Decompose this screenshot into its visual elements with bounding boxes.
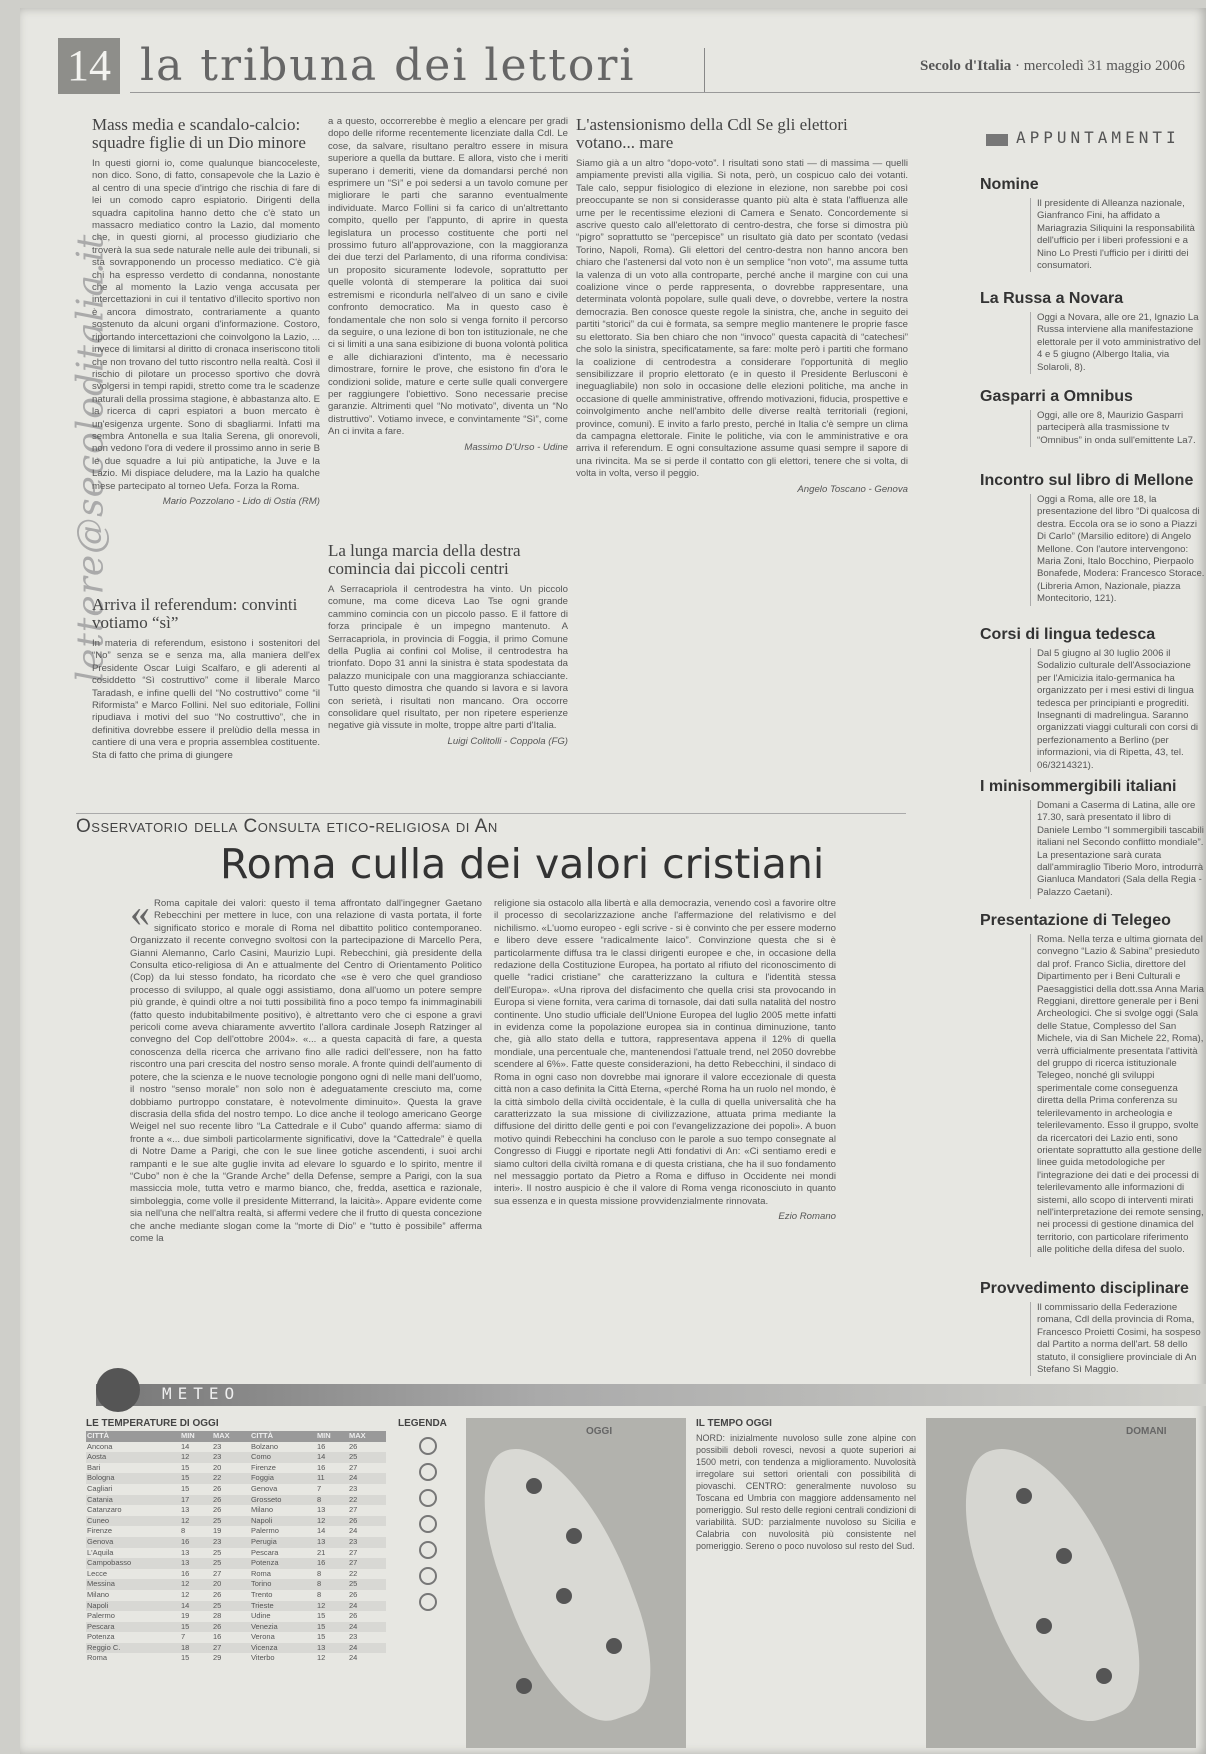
table-row bbox=[86, 1548, 386, 1559]
appuntamenti-header bbox=[980, 128, 1206, 150]
table-cell: 27 bbox=[212, 1643, 250, 1654]
table-cell: 28 bbox=[213, 1611, 222, 1621]
table-cell: 23 bbox=[212, 1537, 250, 1548]
table-row bbox=[86, 1569, 386, 1580]
section-rule bbox=[76, 813, 906, 814]
meteo-section bbox=[76, 1378, 1206, 1754]
table-cell: 15 bbox=[180, 1483, 190, 1493]
legend-title: LEGENDA bbox=[398, 1418, 447, 1429]
newspaper-page bbox=[20, 8, 1206, 1754]
table-cell: Cagliari bbox=[87, 1483, 113, 1493]
table-cell: 12 bbox=[316, 1601, 348, 1612]
table-cell: 8 bbox=[316, 1589, 322, 1599]
table-cell: Catanzaro bbox=[87, 1505, 122, 1515]
table-cell: Roma bbox=[87, 1653, 108, 1663]
table-cell: Lecce bbox=[87, 1568, 108, 1578]
table-cell: 16 bbox=[213, 1632, 222, 1642]
table-cell: 13 bbox=[180, 1547, 190, 1557]
col-header: CITTÀ bbox=[250, 1431, 316, 1442]
table-cell: 19 bbox=[213, 1526, 222, 1536]
event-tedesco bbox=[980, 626, 1206, 772]
table-cell: Vicenza bbox=[250, 1643, 316, 1654]
letter-piccoli-centri bbox=[328, 542, 568, 747]
map-label: DOMANI bbox=[1126, 1426, 1167, 1437]
table-cell: 19 bbox=[180, 1611, 190, 1621]
table-cell: Firenze bbox=[87, 1526, 113, 1536]
table-cell: 14 bbox=[180, 1601, 212, 1612]
table-cell: Firenze bbox=[250, 1462, 276, 1472]
table-cell: Potenza bbox=[87, 1632, 115, 1642]
table-cell: 22 bbox=[348, 1568, 358, 1578]
temperature-table bbox=[86, 1418, 386, 1664]
table-cell: 20 bbox=[213, 1462, 222, 1472]
col-header: MAX bbox=[348, 1431, 386, 1442]
letter-body: In questi giorni io, come qualunque biancoceleste, non dico. Sono, di fatto, consapevole che la Lazio è al centro di una specie d'intrigo che rischia di fare di lei un comodo capro espiatorio. Dirigenti della squadra capitolina hanno detto che c'è stato un massacro mediatico contro la Lazio, dal momento che, in questi giorni, al processo giudiziario che troverà la sua sede naturale nelle aule dei tribunali, si sta sovrapponendo un processo mediatico. C'è già chi ha espresso verdetto di condanna, nonostante che al momento la Lazio venga accusata per intercettazioni in cui il tentativo d'illecito sportivo non è ancora dimostrato, contrariamente a quanto sostenuto da alcuni organi d'informazione. Costoro, riportando intercettazioni che coinvolgono la Lazio, ... invece di limitarsi al diritto di cronaca inseriscono titoli che non trovano del tutto riscontro nella realtà. Così il rischio di pilotare un processo sportivo che dovrà svolgersi in tempi rapidi, stretto come tra le scadenze naturali della prossima stagione, è abbastanza alto. E la ricerca di capri espiatori a buon mercato è un'esigenza urgente. Sono di sbagliarmi. Infatti ma sembra Antonella e sua Italia Serena, gli onorevoli, non vedono l'ora di vedere il prossimo anno in serie B le due squadre a lui più antipatiche, la Juve e la Lazio. Mi dispiace deludere, ma la Lazio ha qualche mese partecipato al torneo Uefa. Forza la Roma. bbox=[92, 158, 320, 492]
event-text: Il presidente di Alleanza nazionale, Gianfranco Fini, ha affidato a Mariagrazia Siliquini la responsabilità dell'ufficio per i liberi professioni e a Nino Lo Presti l'ufficio per i diritti dei consumatori. bbox=[1030, 198, 1206, 272]
table-cell: 13 bbox=[316, 1505, 326, 1515]
feature-kicker: Osservatorio della Consulta etico-religiosa di An bbox=[76, 816, 498, 837]
event-title: Gasparri a Omnibus bbox=[980, 388, 1133, 405]
snow-icon bbox=[419, 1541, 437, 1559]
letter-body: a a questo, occorrerebbe è meglio a elencare per gradi dopo delle riforme recentemente licenziate dalla Cdl. Le cose, da salvare, risultano peraltro essere in misura superiore a quella da buttare. E allora, visto che i meriti superano i demeriti, viene da domandarsi perché non esprimere un “Sì” e poi sedersi a un tavolo comune per migliorare le parti che saranno eventualmente individuate. Marco Follini si fa carico di un'altrettanto compito, quello per l'appunto, di aprire in questa legislatura un processo costituente che porti nel prossimo futuro all'approvazione, con la maggioranza dei due terzi del Parlamento, di una riforma condivisa: un proposito sicuramente lodevole, soprattutto per quelle volontà di stemperare la politica dai suoi estremismi e ricondurla nell'alveo di un sano e civile confronto democratico. Ma in questo caso è fondamentale che non solo si venga fornito il percorso da seguire, o una lezione di bon ton istituzionale, ne che ci si limiti a una sana esibizione di buona volontà politica e alle dichiarazioni d'intento, ma è necessario dimostrare, fornire le prove, che esistono fin d'ora le condizioni solide, mature e certe sulle quali convergere per raggiungere l'obiettivo. Sono necessarie precise garanzie. Altrimenti quel “No motivato”, diventa un “No distruttivo”. Votiamo invece, e convintamente “Sì”, come An ci invita a fare. bbox=[328, 116, 568, 438]
table-row bbox=[86, 1653, 386, 1664]
table-row bbox=[86, 1590, 386, 1601]
table-cell: Bolzano bbox=[250, 1441, 279, 1451]
table-cell: 24 bbox=[348, 1643, 386, 1654]
table-cell: 13 bbox=[180, 1505, 190, 1515]
table-cell: 26 bbox=[213, 1483, 222, 1493]
letter-astensionismo bbox=[576, 116, 908, 495]
event-gasparri bbox=[980, 388, 1206, 447]
weather-icon bbox=[1056, 1548, 1072, 1564]
table-cell: 15 bbox=[180, 1622, 212, 1633]
weather-icon bbox=[1036, 1618, 1052, 1634]
table-title: LE TEMPERATURE DI OGGI bbox=[86, 1418, 219, 1429]
feature-signature: Ezio Romano bbox=[778, 1211, 836, 1223]
table-cell: Aosta bbox=[86, 1452, 180, 1463]
letter-calcio bbox=[92, 116, 320, 507]
table-cell: Reggio C. bbox=[86, 1643, 180, 1654]
table-cell: 16 bbox=[316, 1558, 348, 1569]
table-cell: 24 bbox=[348, 1653, 358, 1663]
table-cell: 26 bbox=[212, 1622, 250, 1633]
table-row bbox=[86, 1484, 386, 1495]
appuntamenti-label: APPUNTAMENTI bbox=[1016, 128, 1180, 147]
event-la-russa bbox=[980, 290, 1206, 374]
table-cell: 7 bbox=[180, 1632, 186, 1642]
table-cell: 25 bbox=[212, 1601, 250, 1612]
table-cell: 8 bbox=[180, 1526, 186, 1536]
header-rule bbox=[130, 92, 1200, 93]
table-cell: 26 bbox=[212, 1495, 250, 1506]
letter-signature: Mario Pozzolano - Lido di Ostia (RM) bbox=[162, 495, 320, 507]
table-cell: 21 bbox=[316, 1547, 326, 1557]
table-cell: Grosseto bbox=[250, 1495, 316, 1506]
feature-column-2 bbox=[494, 898, 836, 1222]
masthead-info: Secolo d'Italia · mercoledì 31 maggio 2006 bbox=[920, 58, 1185, 74]
table-cell: 29 bbox=[213, 1653, 222, 1663]
table-cell: 23 bbox=[348, 1483, 358, 1493]
table-cell: 18 bbox=[180, 1643, 212, 1654]
letter-signature: Angelo Toscano - Genova bbox=[797, 483, 908, 495]
table-cell: Verona bbox=[250, 1632, 275, 1642]
col-header: MIN bbox=[180, 1431, 212, 1442]
table-cell: Udine bbox=[250, 1611, 271, 1621]
col-header: MIN bbox=[316, 1431, 348, 1442]
weather-icon bbox=[1016, 1488, 1032, 1504]
table-cell: 23 bbox=[213, 1441, 222, 1451]
table-cell: 27 bbox=[348, 1505, 358, 1515]
table-cell: 12 bbox=[316, 1653, 326, 1663]
table-cell: 22 bbox=[348, 1495, 386, 1506]
table-cell: 27 bbox=[348, 1462, 358, 1472]
table-cell: Foggia bbox=[250, 1473, 316, 1484]
letter-signature: Massimo D'Urso - Udine bbox=[464, 441, 568, 453]
table-cell: 17 bbox=[180, 1495, 212, 1506]
issue-date: mercoledì 31 maggio 2006 bbox=[1023, 58, 1185, 74]
table-row bbox=[86, 1558, 386, 1569]
table-cell: Napoli bbox=[86, 1601, 180, 1612]
table-cell: 25 bbox=[212, 1516, 250, 1527]
table-cell: 24 bbox=[348, 1526, 358, 1536]
table-cell: 15 bbox=[180, 1462, 190, 1472]
italy-shape bbox=[940, 1425, 1161, 1742]
table-cell: 13 bbox=[180, 1558, 212, 1569]
table-cell: 25 bbox=[213, 1547, 222, 1557]
map-label: OGGI bbox=[586, 1426, 613, 1437]
event-text: Oggi a Novara, alle ore 21, Ignazio La Russa interviene alla manifestazione elettorale per il voto amministrativo del 4 e 5 giugno (Albergo Italia, via Solaroli, 8). bbox=[1030, 312, 1206, 374]
letter-referendum-continued bbox=[328, 116, 568, 453]
col-header: MAX bbox=[212, 1431, 250, 1442]
table-cell: 26 bbox=[348, 1589, 358, 1599]
table-cell: Trieste bbox=[250, 1601, 316, 1612]
col-header: CITTÀ bbox=[86, 1431, 180, 1442]
table-cell: 12 bbox=[180, 1579, 212, 1590]
table-row bbox=[86, 1537, 386, 1548]
table-row bbox=[86, 1622, 386, 1633]
header-divider bbox=[704, 48, 705, 92]
letter-title: L'astensionismo della Cdl Se gli elettori votano... mare bbox=[576, 115, 848, 152]
table-row bbox=[86, 1579, 386, 1590]
weather-icon bbox=[566, 1528, 582, 1544]
table-cell: 13 bbox=[316, 1643, 348, 1654]
table-cell: Palermo bbox=[87, 1611, 115, 1621]
table-cell: 7 bbox=[316, 1483, 322, 1493]
event-title: La Russa a Novara bbox=[980, 290, 1124, 307]
weather-icon bbox=[516, 1678, 532, 1694]
letter-title: La lunga marcia della destra comincia dai piccoli centri bbox=[328, 541, 521, 578]
table-cell: 14 bbox=[316, 1452, 348, 1463]
table-cell: 16 bbox=[316, 1462, 326, 1472]
event-title: Provvedimento disciplinare bbox=[980, 1280, 1189, 1297]
table-cell: Cuneo bbox=[86, 1516, 180, 1527]
table-cell: 24 bbox=[348, 1622, 386, 1633]
event-title: Incontro sul libro di Mellone bbox=[980, 472, 1194, 489]
weather-icon bbox=[556, 1588, 572, 1604]
event-text: Dal 5 giugno al 30 luglio 2006 il Sodalizio culturale dell'Associazione per l'Amicizia italo-germanica ha organizzato per i mesi estivi di lingua tedesca per principianti e progrediti. Insegnanti di madrelingua. Saranno organizzati viaggi culturali con corsi di perfezionamento a Berlino (per informazioni, via di Ripetta, 43, tel. 06/3214321). bbox=[1030, 648, 1206, 772]
table-cell: 23 bbox=[212, 1452, 250, 1463]
letter-body: In materia di referendum, esistono i sostenitori del “No” senza se e senza ma, alla maniera dell'ex Presidente Oscar Luigi Scalfaro, e gli aderenti al cosiddetto “Sì costruttivo” come il liberale Marco Taradash, e infine quelli del “No costruttivo” come “il Riformista” e Marco Follini. Nel suo editoriale, Follini ripudiava i motivi del suo “No costruttivo”, che in definitiva dovrebbe essere il prelùdio della messa in cantiere di una vera e propria assemblea costituente. Sta di fatto che prima di giungere bbox=[92, 638, 320, 761]
table-row bbox=[86, 1505, 386, 1516]
event-provvedimento bbox=[980, 1280, 1206, 1376]
table-cell: Ancona bbox=[87, 1441, 113, 1451]
italy-shape bbox=[460, 1426, 672, 1740]
meteo-band bbox=[96, 1384, 1206, 1406]
drop-quote-mark: « bbox=[130, 890, 150, 935]
table-cell: Potenza bbox=[250, 1558, 316, 1569]
table-cell: Venezia bbox=[250, 1622, 316, 1633]
table-cell: Perugia bbox=[250, 1537, 316, 1548]
temp-table bbox=[86, 1431, 386, 1664]
page-number: 14 bbox=[58, 38, 120, 94]
table-cell: 12 bbox=[180, 1516, 212, 1527]
event-text: Domani a Caserma di Latina, alle ore 17.30, sarà presentato il libro di Daniele Lembo “I sommergibili tascabili italiani nel Secondo conflitto mondiale”. La presentazione sarà curata dall'ammiraglio Tiberio Moro, introdurrà Gianluca Mandatori (Sala della Regia - Palazzo Caetani). bbox=[1030, 800, 1206, 899]
table-cell: 11 bbox=[316, 1473, 348, 1484]
table-cell: 26 bbox=[213, 1589, 222, 1599]
table-row bbox=[86, 1516, 386, 1527]
weather-map-tomorrow bbox=[926, 1418, 1196, 1748]
email-address: lettere@secoloditalia.it bbox=[70, 233, 112, 683]
table-cell: 27 bbox=[213, 1568, 222, 1578]
table-cell: 23 bbox=[348, 1537, 386, 1548]
table-cell: 26 bbox=[348, 1441, 358, 1451]
feature-body-1: Roma capitale dei valori: questo il tema affrontato dall'ingegner Gaetano Rebecchini per mettere in luce, con una relazione di vasta portata, il forte significato storico e morale di Roma nel dibattito politico contemporaneo. Organizzato il recente convegno svoltosi con la partecipazione di Marcello Pera, Gianni Alemanno, Carlo Casini, Maurizio Lupi. Rebecchini, già presidente della Consulta etico-religiosa di An e attualmente del Centro di Orientamento Politico (Cop) da lui stesso fondato, ha ricordato che «se è vero che quel grandioso processo di sviluppo, al quale oggi assistiamo, dona all'uomo un potere sempre più grande, è quindi oltre a noi tutti possibilità fino a poco tempo fa inimmaginabili (fatto questo indubitabilmente positivo), è altrettanto vero che ci espone a gravi pericoli come aveva chiaramente avvertito l'allora cardinale Joseph Ratzinger al convegno del Cop dell'ottobre 2004». «... a questa capacità di fare, a questa conoscenza della ricerca che arrivano fino alle radici dell'essere, non ha fatto riscontro una pari crescita del nostro senso morale. A fronte quindi dell'aumento di potere, che la scienza e le nuove tecnologie pongono ogni dì nelle mani dell'uomo, il nostro “senso morale” non solo non è adeguatamente cresciuto ma, come dobbiamo purtroppo constatare, è notevolmente diminuito». Questa la grave discrasia della sfida del nostro tempo. Lo dice anche il teologo americano George Weigel nel suo recente libro “La Cattedrale e il Cubo” quando afferma: siamo di fronte a «... due simboli particolarmente significativi, dove la “Cattedrale” è quella di Notre Dame a Parigi, che con le sue linee gotiche ascendenti, i suoi archi rampanti e le sue alte guglie invita ad elevare lo sguardo e lo spirito, mentre il “Cubo” non è che la “Grande Arche” della Defense, sempre a Parigi, con la sua massiccia mole, tutta vetro e marmo bianco, che, fredda, asettica e razionale, simboleggia, come volle il presidente Mitterrand, la laicità». Appare evidente come sia nell'una che nell'altra realtà, si affermi vedere che il frutto di questa concezione che anche mediante slogan come la “morte di Dio” e “tutto è possibile” afferma come la bbox=[130, 898, 482, 1244]
letter-title: Arriva il referendum: convinti votiamo “sì” bbox=[92, 595, 298, 632]
section-title: la tribuna dei lettori bbox=[140, 40, 636, 91]
event-minisommergibili bbox=[980, 778, 1206, 899]
table-cell: 12 bbox=[180, 1452, 212, 1463]
table-cell: L'Aquila bbox=[87, 1547, 114, 1557]
table-cell: Genova bbox=[250, 1483, 278, 1493]
table-cell: Trento bbox=[250, 1589, 273, 1599]
table-cell: 27 bbox=[348, 1547, 358, 1557]
forecast bbox=[696, 1418, 916, 1552]
table-cell: Pescara bbox=[86, 1622, 180, 1633]
table-cell: 15 bbox=[316, 1622, 348, 1633]
sun-icon bbox=[419, 1437, 437, 1455]
table-cell: 15 bbox=[180, 1473, 212, 1484]
table-cell: 16 bbox=[180, 1568, 190, 1578]
letter-body: A Serracapriola il centrodestra ha vinto. Un piccolo comune, ma come diceva Lao Tse ogni grande cammino comincia con un piccolo passo. E il fattore di forza principale è un impegno mantenuto. A Serracapriola, in provincia di Foggia, il primo Comune della Puglia ai confini col Molise, il centrodestra ha trionfato. Dopo 31 anni la sinistra è stata spodestata da palazzo municipale con una maggioranza schiacciante. Tutto questo dimostra che quando si lavora e si lavora con serietà, i risultati non mancano. Ora occorre consolidare quel risultato, per non ripetere esperienze negative già vissute in molte, troppe altre parti d'Italia. bbox=[328, 584, 568, 732]
table-row bbox=[86, 1601, 386, 1612]
rain-icon bbox=[419, 1489, 437, 1507]
event-nomine bbox=[980, 176, 1206, 272]
table-cell: Bologna bbox=[86, 1473, 180, 1484]
table-row bbox=[86, 1611, 386, 1622]
event-title: Presentazione di Telegeo bbox=[980, 912, 1171, 929]
table-cell: Roma bbox=[250, 1568, 271, 1578]
feature-column-1 bbox=[130, 890, 482, 1245]
feature-title: Roma culla dei valori cristiani bbox=[220, 840, 825, 888]
fog-icon bbox=[419, 1567, 437, 1585]
table-cell: 24 bbox=[348, 1601, 386, 1612]
event-title: Nomine bbox=[980, 176, 1039, 193]
table-cell: Pescara bbox=[250, 1547, 279, 1557]
table-cell: 27 bbox=[348, 1558, 386, 1569]
table-cell: Bari bbox=[87, 1462, 101, 1472]
newspaper-name: Secolo d'Italia bbox=[920, 58, 1012, 74]
weather-icon bbox=[606, 1638, 622, 1654]
table-cell: 22 bbox=[212, 1473, 250, 1484]
table-cell: Torino bbox=[250, 1579, 316, 1590]
table-cell: 26 bbox=[213, 1505, 222, 1515]
table-cell: Viterbo bbox=[250, 1653, 275, 1663]
table-cell: 12 bbox=[180, 1589, 190, 1599]
table-cell: Genova bbox=[86, 1537, 180, 1548]
sun-icon bbox=[96, 1368, 140, 1412]
letter-body: Siamo già a un altro “dopo-voto”. I risultati sono stati — di massima — quelli ampiamente previsti alla vigilia. Si nota, però, un cospicuo calo dei votanti. Tale calo, seppur fisiologico di elezione in elezione, non sarebbe poi così preoccupante se non si considerasse quanto più alta è stata l'affluenza alle urne per le recentissime elezioni di Camera e Senato. Concordemente si ascrive questo calo all'elettorato di centro-destra, che forse si dimostra più “pigro” soprattutto se “percepisce” un risultato già dato per scontato (vedasi Torino, Napoli, Roma). Gli elettori del centro-destra non hanno ancora ben chiaro che l'astenersi dal voto non è un semplice “non voto”, ma assume tutta la valenza di un voto alla controparte, perché anche il margine con cui una coalizione vince o perde rappresenta, o dovrebbe rappresentare, una determinata volontà popolare, sulle quali deve, o dovrebbe, vertere la nostra democrazia. Ben conosce queste regole la sinistra, che, anche in seguito dei partiti “storici” da cui è formata, sa sempre meglio mantenere le proprie fasce su elettorato. Sia ben chiaro che non “invoco” questa capacità di “catechesi” che solo la sinistra, specificatamente, sa fare: molte però i partiti che formano la coalizione di centrodestra a considerare l'opportunità di meglio sensibilizzare il proprio elettorato (e in questo il Presidente Berlusconi è ineguagliabile) non solo in occasione delle elezioni politiche, ma anche in occasione di quelle amministrative, offrendo motivazioni, fiducia, prospettive e coinvolgimento anche nell'ambito delle diverse realtà territoriali (regioni, province, comuni). E invito a farlo presto, perché in Italia c'è sempre un clima da campagna elettorale. Finite le politiche, via con le amministrative e ora arriva il referendum. E ogni consultazione assume quasi sempre il sapore di una rivincita. Ma se si perde il contatto con gli elettori, tenere che si volta, di volta in volta, verso il peggio. bbox=[576, 158, 908, 480]
meteo-label: METEO bbox=[162, 1384, 241, 1403]
event-text: Oggi a Roma, alle ore 18, la presentazione del libro “Di qualcosa di destra. Eccola ora se io sono a Piazzi Di Carlo” (Marsilio editore) di Angelo Mellone. Con l'autore intervengono: Maria Zoni, Italo Bocchino, Pierpaolo Bonafede, Modera: Francesco Storace. (Libreria Amon, Nazionale, piazza Montecitorio, 121). bbox=[1030, 494, 1206, 606]
weather-icon bbox=[526, 1478, 542, 1494]
table-row bbox=[86, 1473, 386, 1484]
table-cell: Milano bbox=[87, 1589, 110, 1599]
table-cell: Messina bbox=[86, 1579, 180, 1590]
table-row bbox=[86, 1442, 386, 1453]
table-cell: 8 bbox=[316, 1495, 348, 1506]
table-cell: 15 bbox=[180, 1653, 190, 1663]
table-row bbox=[86, 1495, 386, 1506]
table-cell: 23 bbox=[348, 1632, 358, 1642]
table-row bbox=[86, 1463, 386, 1474]
table-cell: 26 bbox=[348, 1611, 358, 1621]
wind-icon bbox=[419, 1593, 437, 1611]
event-text: Il commissario della Federazione romana, Cdl della provincia di Roma, Francesco Proietti Cosimi, ha sospeso dal Partito a norma dell'art. 58 dello statuto, il consigliere provinciale di An Stefano Sì Maggio. bbox=[1030, 1302, 1206, 1376]
event-mellone bbox=[980, 472, 1206, 606]
cloud-icon bbox=[419, 1463, 437, 1481]
event-text: Oggi, alle ore 8, Maurizio Gasparri parteciperà alla trasmissione tv “Omnibus” in onda sull'emittente La7. bbox=[1030, 410, 1206, 447]
table-cell: 26 bbox=[348, 1516, 386, 1527]
square-icon bbox=[986, 134, 1008, 146]
table-cell: 8 bbox=[316, 1568, 322, 1578]
table-cell: 16 bbox=[180, 1537, 212, 1548]
table-cell: 14 bbox=[180, 1441, 190, 1451]
table-cell: 16 bbox=[316, 1441, 326, 1451]
table-cell: Campobasso bbox=[86, 1558, 180, 1569]
event-text: Roma. Nella terza e ultima giornata del convegno “Lazio & Sabina” presieduto dal prof. Franco Siclia, direttore del Dipartimento per i Beni Culturali e Paesaggistici della dott.ssa Anna Maria Reggiani, direttore generale per i Beni Archeologici. Che si svolge oggi (Sala delle Statue, Complesso del San Michele, via di San Michele 22, Roma), verrà ufficialmente presentata l'attività del gruppo di ricerca istituzionale Telegeo, nonché gli sviluppi sperimentale come conseguenza diretta della Prima conferenza su telerilevamento in archeologia e telerilevamento. Esso il gruppo, svolte da ricercatori dei Lazio enti, sono orientate soprattutto alla gestione delle linee guida metodologiche per l'integrazione dei dati e dei processi di telerilevamento alle informazioni di sistemi, allo scopo di interventi mirati nell'interpretazione dei remote sensing, nei processi di gestione dinamica del territorio, con particolare riferimento alle politiche della difesa del suolo. bbox=[1030, 934, 1206, 1257]
feature-body-2: religione sia ostacolo alla libertà e alla democrazia, venendo così a favorire oltre il processo di secolarizzazione anche l'affermazione del relativismo e del nichilismo. «L'uomo europeo - egli scrive - si è convinto che per essere moderno e libero deve essere “radicalmente laico”. Convinzione questa che si è particolarmente diffusa tra le classi dirigenti europee e che, in occasione della redazione della Costituzione Europea, ha portato al rifiuto del riconoscimento di quelle “radici cristiane” che caratterizzano la cultura e l'identità stessa dell'Europa». «Una riprova del disfacimento che quella crisi sta provocando in Europa si viene fornita, vera carima di tornasole, dai dati sulla natalità del nostro continente. Uno studio ufficiale dell'Unione Europea del luglio 2005 mette infatti in evidenza come la popolazione europea sia in continua diminuzione, tanto che, già allo stato della e tuttora, rappresentava appena il 12% di quella mondiale, una percentuale che, mantenendosi l'attuale trend, nel 2050 dovrebbe scendere al 6%». Fatte queste considerazioni, ha detto Rebecchini, il sindaco di Roma in ogni caso non dovrebbe mai ignorare il valore eccezionale di questa città non a caso definita la Città Eterna, «perché Roma ha un ruolo nel mondo, è la città simbolo della civiltà occidentale, è la culla di quella universalità che ha caratterizzato la sua missione di civilizzazione, attuata prima mediante la diffusione del diritto delle genti e poi con l'evangelizzazione dei popoli». A buon motivo quindi Rebecchini ha concluso con le parole a suo tempo consegnate al Congresso di Fiuggi e riportate negli Atti fondativi di An: «Ci sentiamo eredi e siamo cultori della civiltà romana e di questa cristiana, che ha il suo fondamento nel messaggio portato da Pietro a Roma e diffuso in Occidente nei mondi interi». Il nostro auspicio è che il valore di Roma venga riconosciuto in quanto sua essenza e in questa missione provvidenzialmente rinnovata. bbox=[494, 898, 836, 1207]
table-cell: 14 bbox=[316, 1526, 326, 1536]
letter-title: Mass media e scandalo-calcio: squadre figlie di un Dio minore bbox=[92, 115, 306, 152]
letter-signature: Luigi Colitolli - Coppola (FG) bbox=[447, 735, 568, 747]
event-title: I minisommergibili italiani bbox=[980, 778, 1177, 795]
legend bbox=[398, 1418, 458, 1611]
table-row bbox=[86, 1452, 386, 1463]
table-cell: Como bbox=[250, 1452, 316, 1463]
table-cell: Catania bbox=[86, 1495, 180, 1506]
table-cell: 25 bbox=[212, 1558, 250, 1569]
forecast-text: NORD: inizialmente nuvoloso sulle zone alpine con possibili deboli rovesci, nevosi a quote superiori ai 1500 metri, con tendenza a miglioramento. Nuvolosità irregolare sui settori orientali con possibilità di piovaschi. CENTRO: generalmente nuvoloso su Toscana ed Umbria con maggiore addensamento nel pomeriggio. Sul resto delle regioni centrali condizioni di variabilità. SUD: parzialmente nuvoloso su Sicilia e Calabria con nuvolosità più consistente nel pomeriggio. Sereno o poco nuvoloso sul resto del Sud. bbox=[696, 1433, 916, 1551]
table-row bbox=[86, 1643, 386, 1654]
forecast-title: IL TEMPO OGGI bbox=[696, 1418, 772, 1429]
table-cell: 15 bbox=[316, 1611, 326, 1621]
weather-map-today bbox=[466, 1418, 686, 1748]
letter-referendum bbox=[92, 596, 320, 762]
event-title: Corsi di lingua tedesca bbox=[980, 626, 1156, 643]
table-cell: 12 bbox=[316, 1516, 348, 1527]
storm-icon bbox=[419, 1515, 437, 1533]
table-cell: 25 bbox=[348, 1452, 386, 1463]
table-row bbox=[86, 1526, 386, 1537]
table-cell: Palermo bbox=[250, 1526, 279, 1536]
table-cell: 8 bbox=[316, 1579, 348, 1590]
table-cell: Milano bbox=[250, 1505, 274, 1515]
table-cell: 15 bbox=[316, 1632, 326, 1642]
table-cell: 24 bbox=[348, 1473, 386, 1484]
appuntamenti-column bbox=[980, 118, 1206, 1378]
event-telegeo bbox=[980, 912, 1206, 1257]
table-cell: 20 bbox=[212, 1579, 250, 1590]
table-cell: 25 bbox=[348, 1579, 386, 1590]
weather-icon bbox=[1096, 1668, 1112, 1684]
table-cell: Napoli bbox=[250, 1516, 316, 1527]
table-cell: 13 bbox=[316, 1537, 348, 1548]
table-row bbox=[86, 1632, 386, 1643]
